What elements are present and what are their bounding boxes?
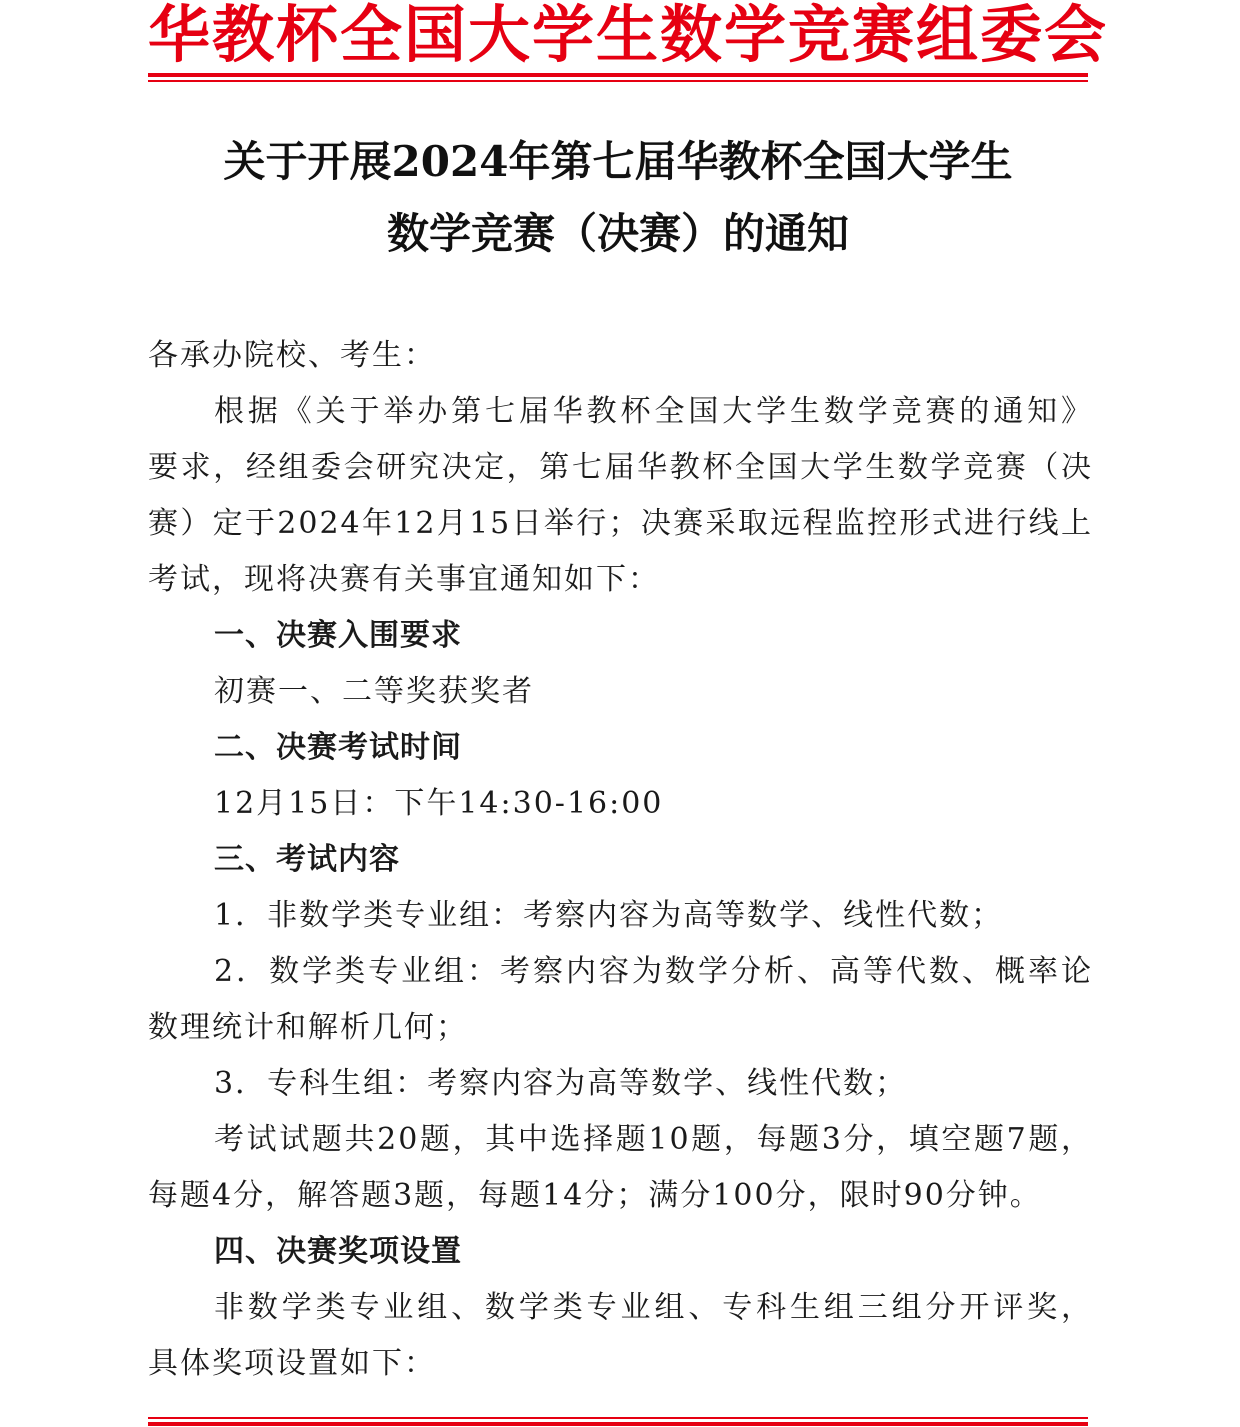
notice-title-line-1: 关于开展2024年第七届华教杯全国大学生 [223, 137, 1013, 186]
intro-line: 考试，现将决赛有关事宜通知如下： [148, 562, 660, 597]
intro-line: 赛）定于2024年12月15日举行；决赛采取远程监控形式进行线上 [148, 506, 1093, 541]
org-letterhead: 华教杯全国大学生数学竞赛组委会 [148, 0, 1109, 71]
section-text: 3．专科生组：考察内容为高等数学、线性代数； [214, 1066, 908, 1101]
letterhead-rule-thin [148, 80, 1088, 82]
footer-rule-thin [148, 1417, 1088, 1419]
section-heading-exam-time: 二、决赛考试时间 [214, 730, 462, 765]
intro-line: 要求，经组委会研究决定，第七届华教杯全国大学生数学竞赛（决 [148, 450, 1093, 485]
section-text: 12月15日：下午14:30-16:00 [214, 786, 664, 821]
section-text: 2．数学类专业组：考察内容为数学分析、高等代数、概率论 [214, 954, 1093, 989]
intro-line: 根据《关于举办第七届华教杯全国大学生数学竞赛的通知》 [214, 394, 1093, 429]
section-text: 考试试题共20题，其中选择题10题，每题3分，填空题7题， [214, 1122, 1093, 1157]
section-heading-exam-content: 三、考试内容 [214, 842, 400, 877]
section-heading-qualification: 一、决赛入围要求 [214, 618, 462, 653]
section-text: 非数学类专业组、数学类专业组、专科生组三组分开评奖， [214, 1290, 1093, 1325]
notice-title-line-2: 数学竞赛（决赛）的通知 [386, 209, 849, 258]
salutation: 各承办院校、考生： [148, 338, 436, 373]
letterhead-rule-thick [148, 73, 1088, 77]
footer-rule-thick [148, 1422, 1088, 1426]
section-text: 每题4分，解答题3题，每题14分；满分100分，限时90分钟。 [148, 1178, 1042, 1213]
section-text: 初赛一、二等奖获奖者 [214, 674, 534, 709]
section-text: 1．非数学类专业组：考察内容为高等数学、线性代数； [214, 898, 1004, 933]
section-heading-awards: 四、决赛奖项设置 [214, 1234, 462, 1269]
section-text: 具体奖项设置如下： [148, 1346, 436, 1381]
section-text: 数理统计和解析几何； [148, 1010, 468, 1045]
